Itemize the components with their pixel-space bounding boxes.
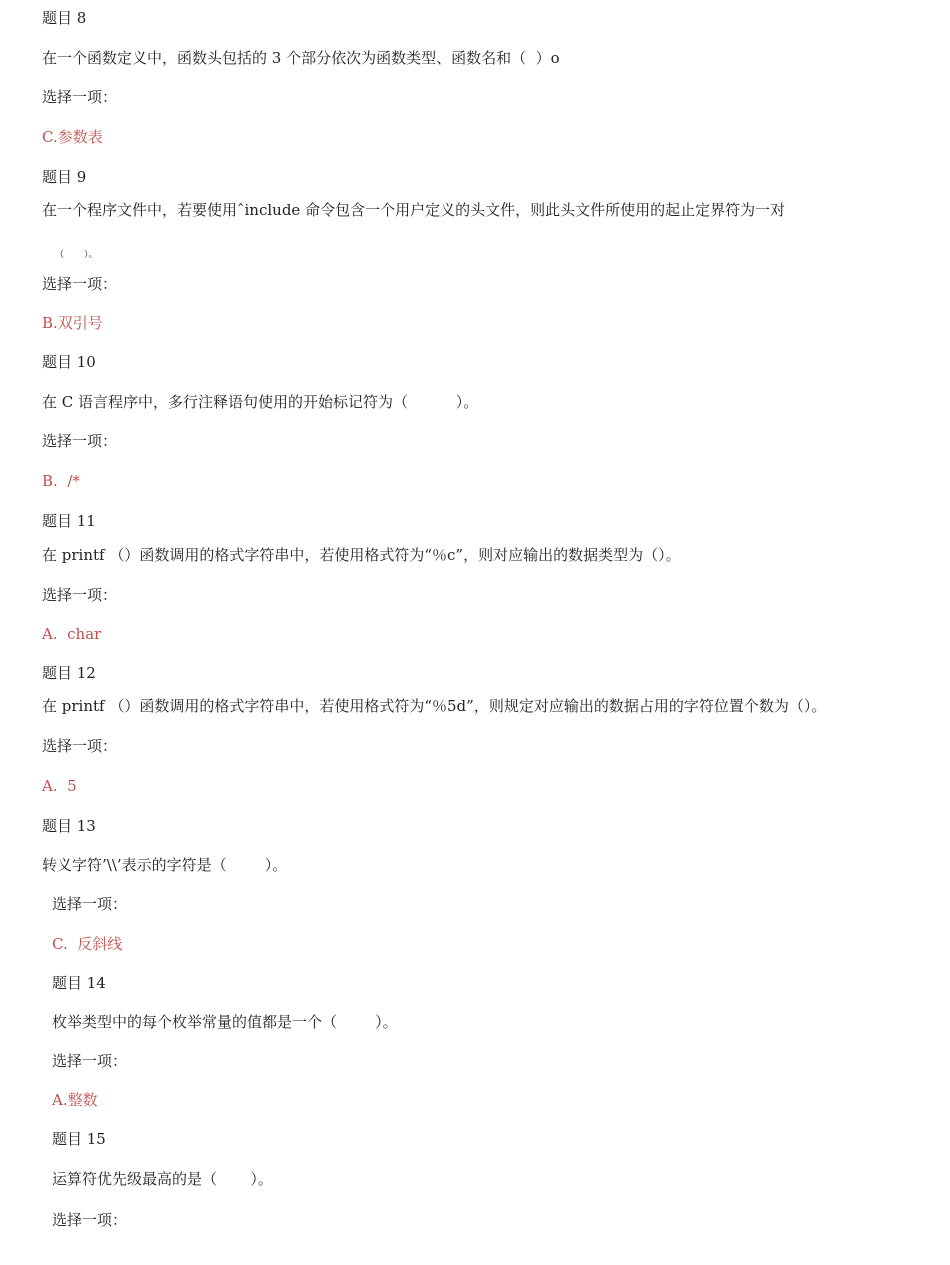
- question-8-stem: 在一个函数定义中，函数头包括的 3 个部分依次为函数类型、函数名和（ ）o: [42, 49, 560, 67]
- question-9-stem-continued: （ ）。: [55, 250, 98, 260]
- question-15-title: 题目 15: [52, 1130, 106, 1148]
- question-13-answer: C. 反斜线: [52, 935, 123, 953]
- question-14-answer: A.整数: [52, 1091, 98, 1109]
- question-8-title: 题目 8: [42, 9, 87, 27]
- question-12-title: 题目 12: [42, 664, 96, 682]
- question-14-prompt: 选择一项：: [52, 1052, 128, 1070]
- question-10-prompt: 选择一项：: [42, 432, 118, 450]
- question-11-title: 题目 11: [42, 512, 96, 530]
- question-12-answer: A. 5: [42, 777, 77, 795]
- question-10-stem: 在 C 语言程序中，多行注释语句使用的开始标记符为（ ）。: [42, 393, 479, 411]
- question-11-prompt: 选择一项：: [42, 586, 118, 604]
- question-13-prompt: 选择一项：: [52, 895, 128, 913]
- question-15-prompt: 选择一项：: [52, 1211, 128, 1229]
- question-14-title: 题目 14: [52, 974, 106, 992]
- question-13-stem: 转义字符’\\’表示的字符是（ ）。: [42, 856, 288, 874]
- question-10-title: 题目 10: [42, 353, 96, 371]
- question-12-prompt: 选择一项：: [42, 737, 118, 755]
- question-9-prompt: 选择一项：: [42, 275, 118, 293]
- question-14-stem: 枚举类型中的每个枚举常量的值都是一个（ ）。: [52, 1013, 398, 1031]
- question-13-title: 题目 13: [42, 817, 96, 835]
- question-9-stem: 在一个程序文件中，若要使用ˆinclude 命令包含一个用户定义的头文件，则此头文件所使用的起止定界符为一对: [42, 201, 786, 219]
- question-8-answer: C.参数表: [42, 128, 103, 146]
- question-15-stem: 运算符优先级最高的是（ ）。: [52, 1170, 273, 1188]
- question-11-stem: 在 printf （）函数调用的格式字符串中，若使用格式符为“％c”，则对应输出的数据类型为（）。: [42, 546, 681, 564]
- question-12-stem: 在 printf （）函数调用的格式字符串中，若使用格式符为“％5d”，则规定对应输出的数据占用的字符位置个数为（）。: [42, 697, 827, 715]
- question-9-title: 题目 9: [42, 168, 87, 186]
- question-9-answer: B.双引号: [42, 314, 103, 332]
- question-11-answer: A. char: [42, 625, 102, 643]
- question-8-prompt: 选择一项：: [42, 88, 118, 106]
- question-10-answer: B. /*: [42, 472, 80, 490]
